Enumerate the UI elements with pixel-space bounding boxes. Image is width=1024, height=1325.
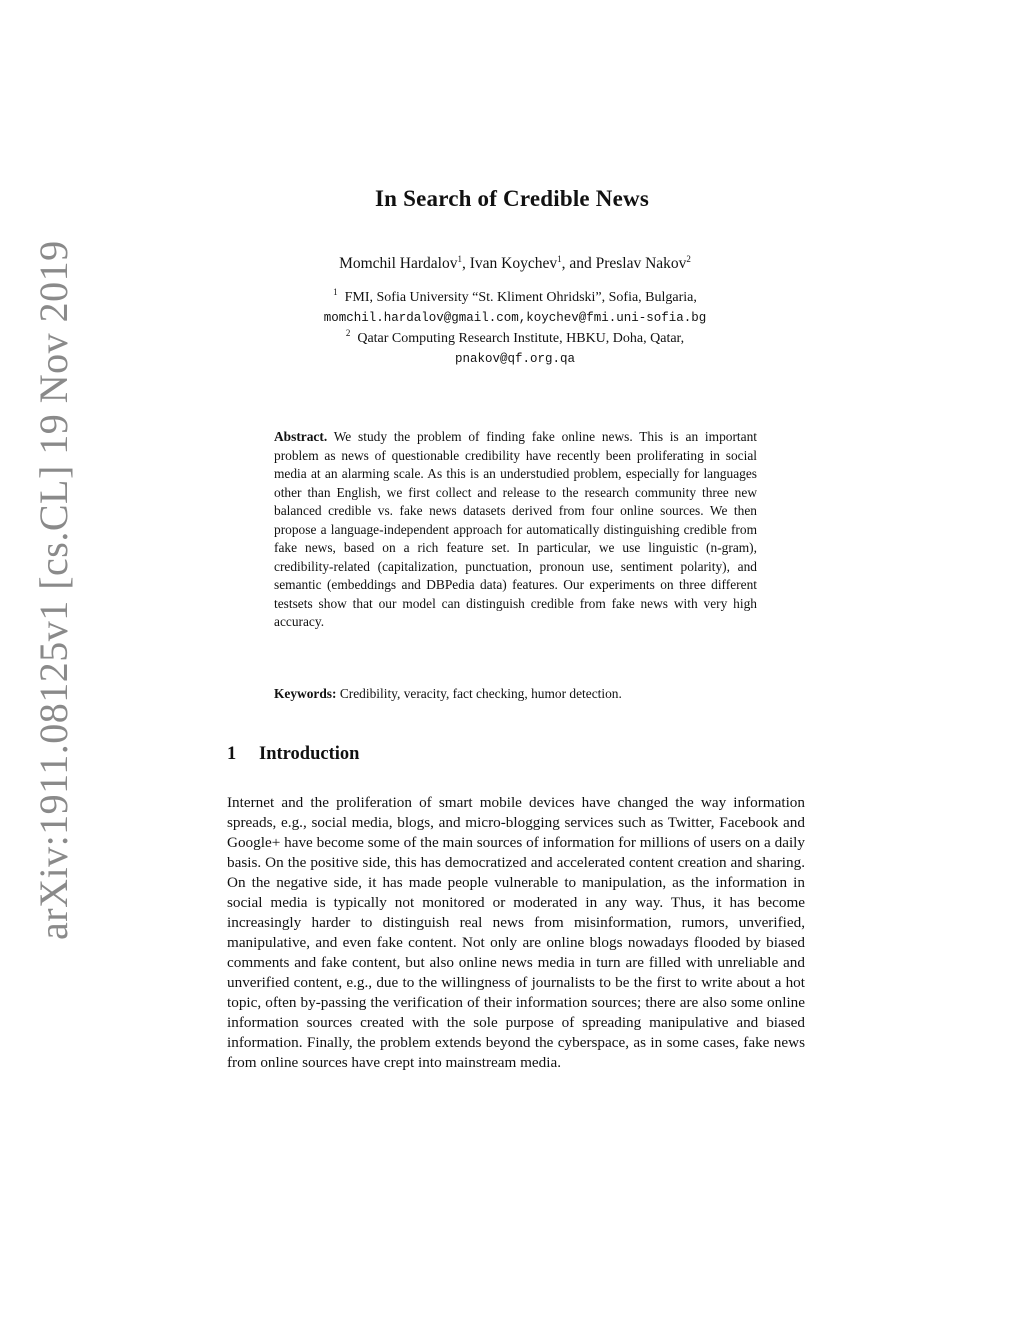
abstract — [274, 428, 757, 632]
affiliation-text: FMI, Sofia University “St. Kliment Ohridski”, Sofia, Bulgaria, — [344, 290, 697, 305]
affiliation-2-emails: pnakov@qf.org.qa — [454, 352, 576, 366]
author-name: Ivan Koychev — [469, 255, 558, 272]
abstract-text: We study the problem of finding fake online news. This is an important problem as news of questionable credibility have recently been proliferating in social media at an alarming scale. As this is an understudied problem, especially for languages other than English, we first collect and release to the research community three new balanced credible vs. fake news datasets derived from four online sources. We then propose a language-independent approach for automatically distinguishing credible from fake news, based on a rich feature set. In particular, we use linguistic (n-gram), credibility-related (capitalization, punctuation, pronoun use, sentiment polarity), and semantic (embeddings and DBPedia data) features. Our experiments on three different testsets show that our model can distinguish credible from fake news with very high accuracy. — [274, 429, 757, 629]
affiliation-mark: 1 — [333, 287, 338, 297]
author-list — [0, 255, 1024, 273]
author-name: Momchil Hardalov — [339, 255, 458, 272]
keywords-label: Keywords: — [274, 686, 337, 701]
affiliation-1 — [0, 287, 1024, 306]
author-affiliation-mark: 1 — [457, 254, 462, 264]
author-affiliation-mark: 1 — [557, 254, 562, 264]
author-name: Preslav Nakov — [595, 255, 687, 272]
keywords — [274, 686, 757, 702]
abstract-label: Abstract. — [274, 429, 328, 444]
section-title: Introduction — [259, 744, 360, 764]
affiliation-2 — [0, 328, 1024, 347]
author-affiliation-mark: 2 — [686, 254, 691, 264]
affiliation-mark: 2 — [345, 328, 351, 338]
author-separator: , and — [561, 255, 596, 272]
section-number: 1 — [227, 744, 237, 764]
affiliation-1-emails: momchil.hardalov@gmail.com,koychev@fmi.uni-sofia.bg — [323, 311, 707, 325]
author-separator: , — [461, 255, 470, 272]
keywords-text: Credibility, veracity, fact checking, humor detection. — [339, 686, 622, 701]
introduction-paragraph: Internet and the proliferation of smart mobile devices have changed the way information spreads, e.g., social media, blogs, and micro-blogging services such as Twitter, Facebook and Google+ have become some of the main sources of information for millions of users on a daily basis. On the positive side, this has democratized and accelerated content creation and sharing. On the negative side, it has made people vulnerable to manipulation, as the information in social media is typically not monitored or moderated in any way. Thus, it has become increasingly harder to distinguish real news from misinformation, rumors, unverified, manipulative, and even fake content. Not only are online blogs nowadays flooded by biased comments and fake content, but also online news media in turn are filled with unreliable and unverified content, e.g., due to the willingness of journalists to be the first to write about a hot topic, often by-passing the verification of their information sources; there are also some online information sources created with the sole purpose of spreading manipulative and biased information. Finally, the problem extends beyond the cyberspace, as in some cases, fake news from online sources have crept into mainstream media. — [227, 794, 805, 1071]
arxiv-identifier-stamp: arXiv:1911.08125v1 [cs.CL] 19 Nov 2019 — [31, 240, 76, 940]
section-heading — [227, 744, 359, 765]
paper-title: In Search of Credible News — [375, 186, 649, 211]
affiliation-text: Qatar Computing Research Institute, HBKU, Doha, Qatar, — [357, 331, 685, 346]
